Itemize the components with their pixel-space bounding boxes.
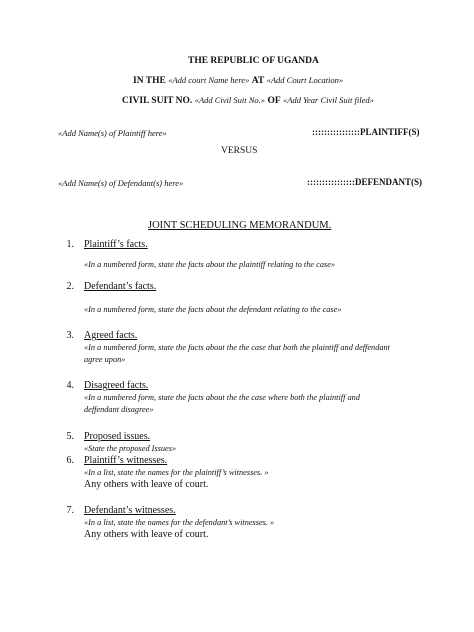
- item-description: «State the proposed Issues»: [84, 444, 177, 453]
- item-description: «In a numbered form, state the facts about the defendant relating to the case»: [84, 305, 342, 314]
- plaintiff-name-field: «Add Name(s) of Plaintiff here»: [58, 128, 167, 138]
- item-number: 4.: [66, 380, 74, 391]
- item-extra-note: Any others with leave of court.: [84, 479, 209, 490]
- item-title: Proposed issues.: [84, 431, 151, 442]
- suit-of: OF: [267, 96, 281, 106]
- court-at: AT: [251, 76, 265, 86]
- suit-number-field: «Add Civil Suit No.»: [194, 95, 266, 105]
- versus-label: VERSUS: [221, 146, 258, 156]
- court-name-field: «Add court Name here»: [168, 75, 250, 85]
- suit-year-field: «Add Year Civil Suit filed»: [283, 95, 374, 105]
- defendant-name-field: «Add Name(s) of Defendant(s) here»: [58, 178, 184, 188]
- republic-heading: THE REPUBLIC OF UGANDA: [188, 56, 319, 66]
- item-title: Plaintiff’s facts.: [84, 239, 148, 250]
- defendant-label: ::::::::::::::::DEFENDANT(S): [307, 177, 422, 187]
- item-number: 5.: [66, 431, 74, 442]
- item-number: 6.: [66, 455, 74, 466]
- memorandum-title: JOINT SCHEDULING MEMORANDUM.: [148, 220, 332, 231]
- item-number: 1.: [66, 239, 74, 250]
- item-title: Defendant’s facts.: [84, 281, 157, 292]
- item-description: «In a numbered form, state the facts about the the case where both the plaintiff and deffendant disagree»: [84, 393, 360, 414]
- item-title: Agreed facts.: [84, 330, 138, 341]
- item-title: Defendant’s witnesses.: [84, 505, 176, 516]
- suit-line: [122, 95, 374, 106]
- item-title: Plaintiff’s witnesses.: [84, 455, 168, 466]
- item-number: 3.: [66, 330, 74, 341]
- item-description: «In a numbered form, state the facts about the plaintiff relating to the case»: [84, 260, 336, 269]
- court-location-field: «Add Court Location»: [266, 75, 344, 85]
- item-description: «In a list, state the names for the defendant’s witnesses. »: [84, 518, 275, 527]
- item-number: 2.: [66, 281, 74, 292]
- court-prefix: IN THE: [133, 76, 166, 86]
- item-title: Disagreed facts.: [84, 380, 149, 391]
- suit-prefix: CIVIL SUIT NO.: [122, 96, 193, 106]
- item-extra-note: Any others with leave of court.: [84, 529, 209, 540]
- item-description: «In a list, state the names for the plaintiff’s witnesses. »: [84, 468, 269, 477]
- item-number: 7.: [66, 505, 74, 516]
- item-description: «In a numbered form, state the facts about the the case that both the plaintiff and deffendant agree upon»: [84, 343, 390, 364]
- plaintiff-label: ::::::::::::::::PLAINTIFF(S): [312, 127, 420, 137]
- court-line: [133, 75, 343, 86]
